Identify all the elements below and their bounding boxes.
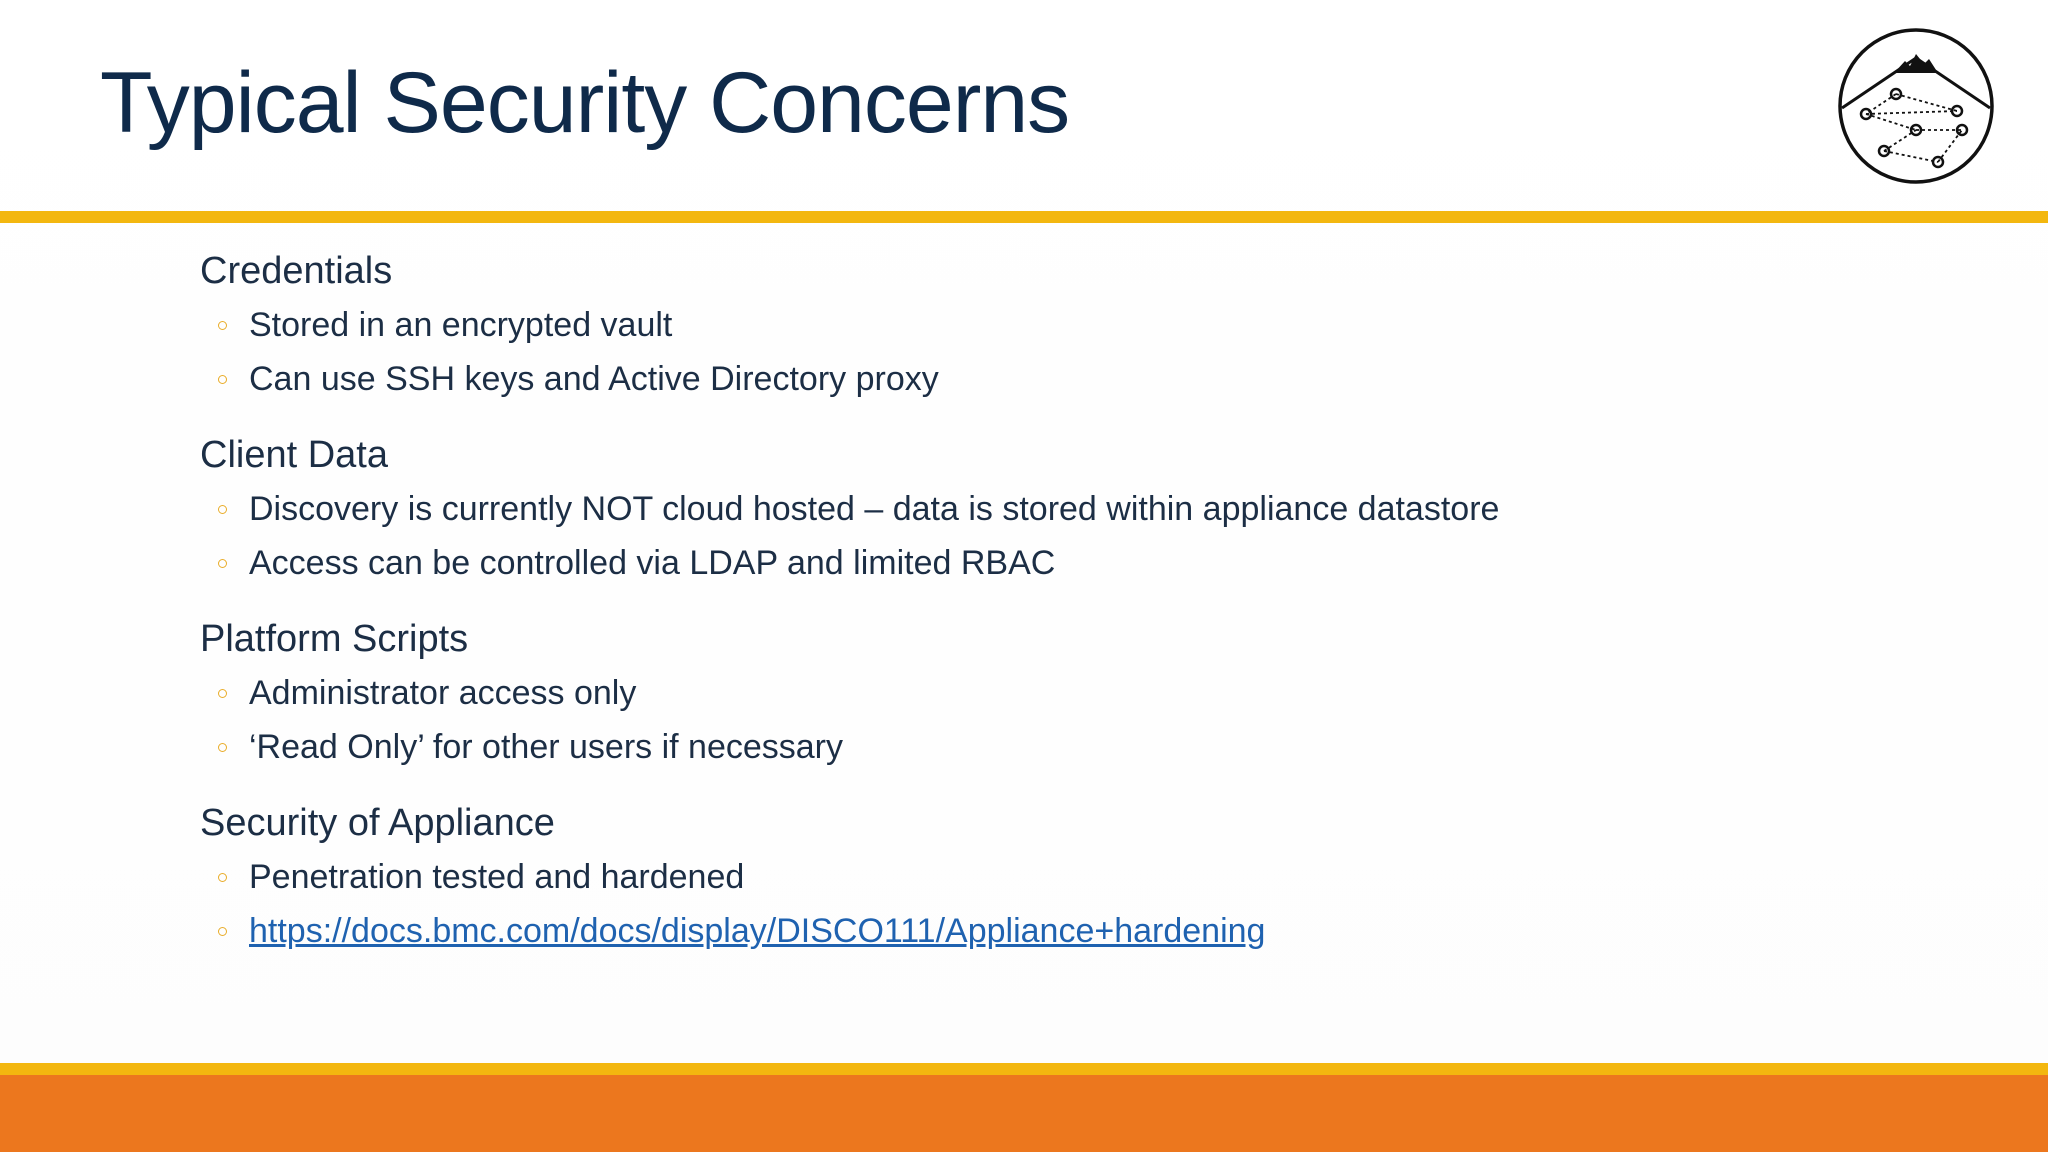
bullet-item [200,666,1960,720]
section-client-data [200,428,1960,590]
slide-title: Typical Security Concerns [100,55,1070,151]
bullet-text: ‘Read Only’ for other users if necessary [249,728,843,766]
bullet-list [200,298,1960,406]
bullet-text: Penetration tested and hardened [249,858,745,896]
bullet-text: Discovery is currently NOT cloud hosted – data is stored within appliance datastore [249,490,1500,528]
bullet-circle-icon [218,689,227,698]
bullet-circle-icon [218,321,227,330]
bullet-circle-icon [218,927,227,936]
bullet-circle-icon [218,505,227,514]
bullet-list [200,482,1960,590]
slide-content [200,244,1960,980]
section-credentials [200,244,1960,406]
bullet-item [200,352,1960,406]
section-heading: Platform Scripts [200,618,469,660]
bullet-item [200,904,1960,958]
bottom-accent-rule [0,1063,2048,1075]
section-platform-scripts [200,612,1960,774]
bullet-item [200,298,1960,352]
bullet-list [200,666,1960,774]
bullet-circle-icon [218,559,227,568]
appliance-hardening-link[interactable]: https://docs.bmc.com/docs/display/DISCO111/Appliance+hardening [249,912,1266,950]
bullet-circle-icon [218,743,227,752]
bullet-item [200,850,1960,904]
bullet-list [200,850,1960,958]
bullet-item [200,482,1960,536]
bullet-circle-icon [218,375,227,384]
bullet-text: Access can be controlled via LDAP and limited RBAC [249,544,1056,582]
bullet-text: Stored in an encrypted vault [249,306,673,344]
bullet-item [200,536,1960,590]
footer-bar [0,1075,2048,1152]
section-security-of-appliance [200,796,1960,958]
mountain-network-logo-icon [1836,26,1996,186]
section-heading: Credentials [200,250,393,292]
section-heading: Security of Appliance [200,802,555,844]
section-heading: Client Data [200,434,388,476]
bullet-text: Can use SSH keys and Active Directory proxy [249,360,939,398]
top-accent-rule [0,211,2048,223]
bullet-text: Administrator access only [249,674,637,712]
bullet-item [200,720,1960,774]
bullet-circle-icon [218,873,227,882]
